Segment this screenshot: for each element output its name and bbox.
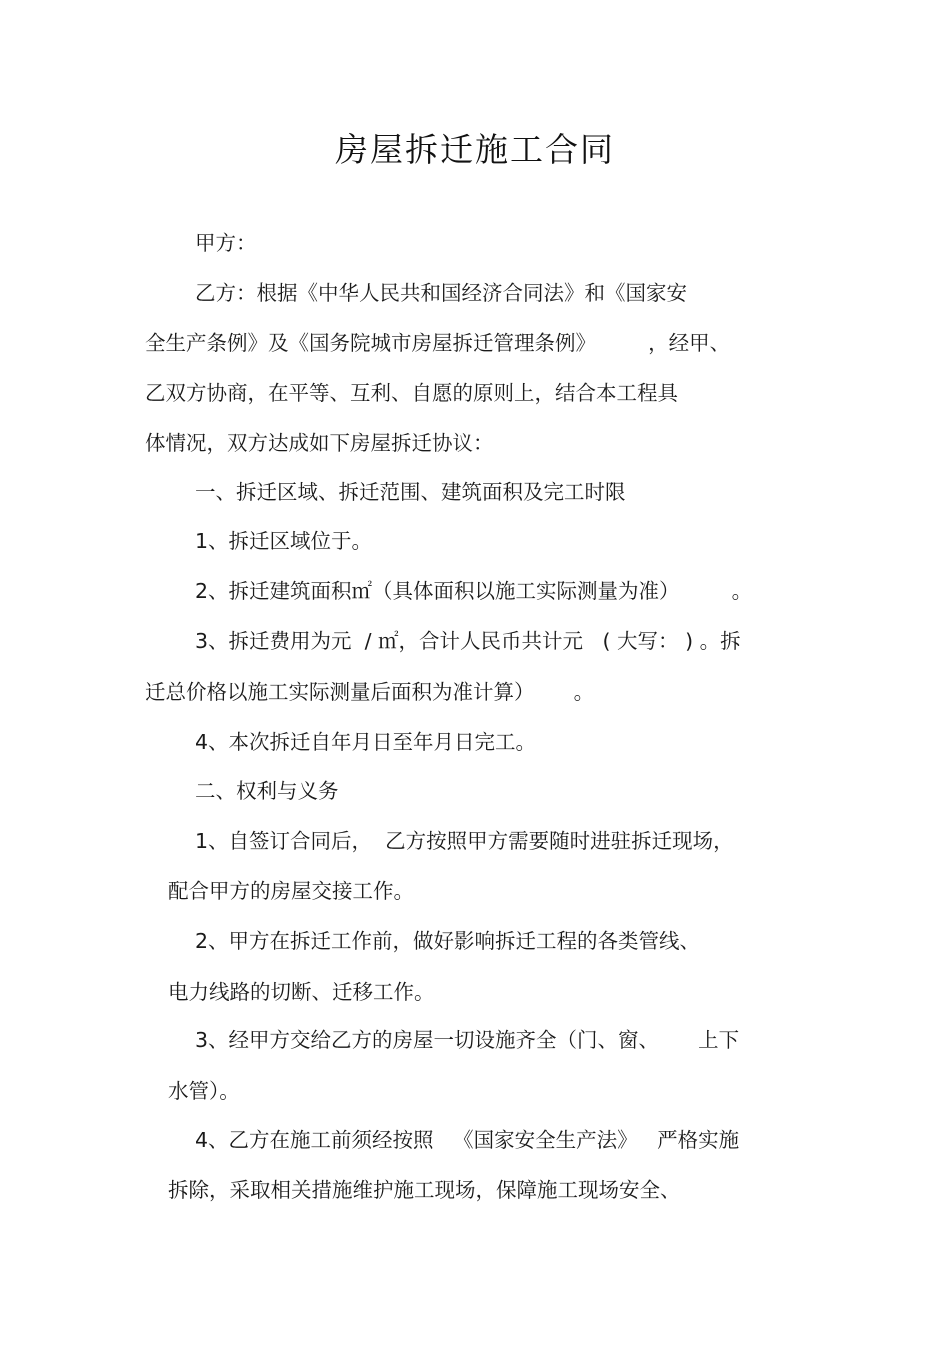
clause-item: 4、乙方在施工前须经按照 《国家安全生产法》 严格实施 <box>195 1128 740 1152</box>
clause-item: 1、拆迁区域位于。 <box>195 529 373 553</box>
clause-item: 4、本次拆迁自年月日至年月日完工。 <box>195 730 537 754</box>
clause-item: 2、甲方在拆迁工作前，做好影响拆迁工程的各类管线、 <box>195 929 701 953</box>
clause-continuation: 电力线路的切断、迁移工作。 <box>168 980 435 1004</box>
document-title: 房屋拆迁施工合同 <box>335 130 615 169</box>
clause-item: 1、自签订合同后， 乙方按照甲方需要随时进驻拆迁现场， <box>195 829 734 853</box>
clause-continuation: 配合甲方的房屋交接工作。 <box>168 879 414 903</box>
paragraph-line: 乙双方协商，在平等、互利、自愿的原则上，结合本工程具 <box>145 381 678 405</box>
party-b-line: 乙方：根据《中华人民共和国经济合同法》和《国家安 <box>195 281 687 305</box>
paragraph-line: 全生产条例》及《国务院城市房屋拆迁管理条例》 ，经甲、 <box>145 331 731 355</box>
party-a-line: 甲方： <box>195 231 257 255</box>
clause-continuation: 水管）。 <box>168 1079 240 1103</box>
section-heading: 二、权利与义务 <box>195 779 339 803</box>
paragraph-line: 体情况，双方达成如下房屋拆迁协议： <box>145 431 494 455</box>
clause-item: 3、经甲方交给乙方的房屋一切设施齐全（门、窗、 上下 <box>195 1028 740 1052</box>
section-heading: 一、拆迁区域、拆迁范围、建筑面积及完工时限 <box>195 480 626 504</box>
clause-item: 3、拆迁费用为元 / ㎡，合计人民币共计元 ( 大写： ) 。拆 <box>195 629 741 653</box>
clause-continuation: 拆除，采取相关措施维护施工现场，保障施工现场安全、 <box>168 1178 681 1202</box>
clause-continuation: 迁总价格以施工实际测量后面积为准计算） 。 <box>145 680 595 704</box>
clause-item: 2、拆迁建筑面积㎡（具体面积以施工实际测量为准） 。 <box>195 579 753 603</box>
